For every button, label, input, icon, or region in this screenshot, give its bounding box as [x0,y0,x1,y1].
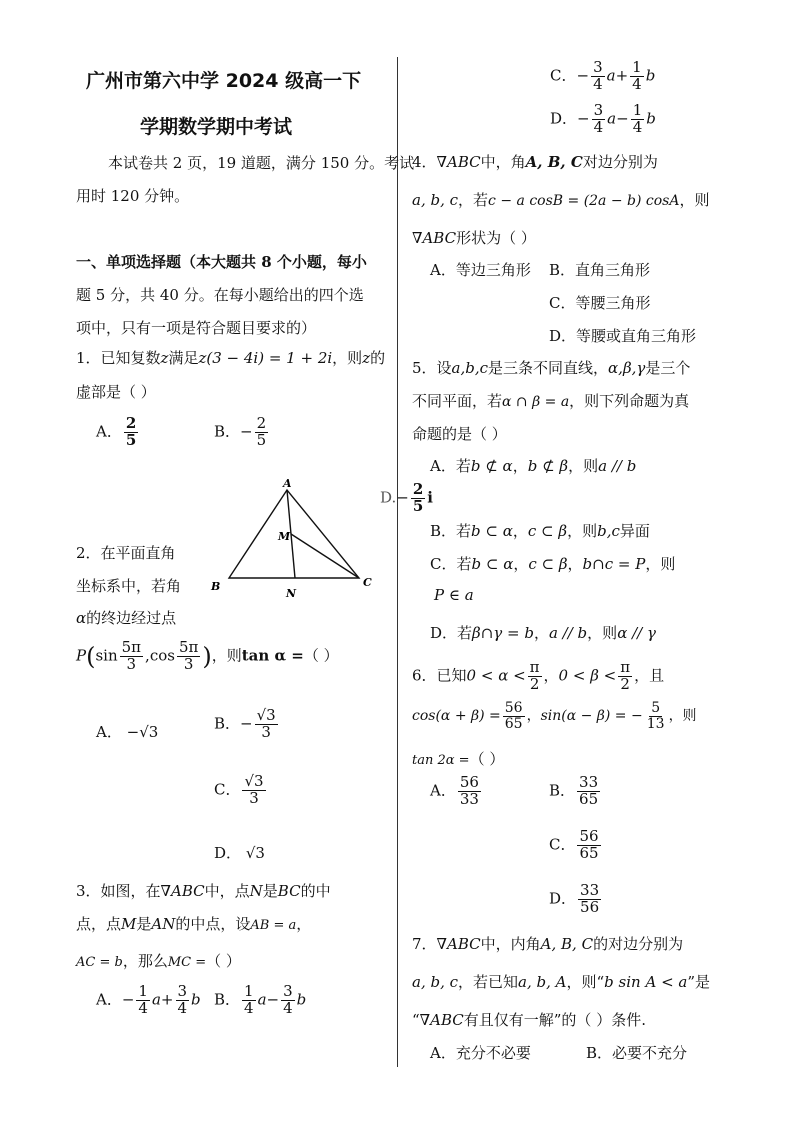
q7-option-a: A．充分不必要 [430,1044,531,1062]
q6-option-c [549,829,603,862]
q2-option-c [214,774,268,807]
paren-left: ( [86,642,96,671]
vector-var: b [645,66,656,85]
q4-option-c: C．等腰三角形 [549,294,651,312]
triangle-figure [205,476,385,602]
denominator: 3 [261,722,271,741]
q4-angles: A, B, C [525,153,583,171]
numerator: 3 [593,58,603,76]
sin-fn: sin [95,646,118,665]
fraction [645,701,667,731]
q5-text: 不同平面，若 [412,392,503,410]
q5-text: 是三条不同直线， [488,359,609,377]
q4-text: ，则 [679,191,710,209]
numerator: 3 [283,982,293,1000]
math: α // γ [617,624,656,642]
math: β∩γ = b [472,624,534,642]
q1-option-b [214,416,270,449]
q2-tan: tan α = [241,646,304,665]
q6-option-b [549,775,602,808]
q6-tan: tan 2α = [412,753,470,768]
q6-text: ，则 [668,708,697,725]
math: b∩c = P [582,555,646,573]
math: b ⊄ β [527,457,569,475]
q7-option-b: B．必要不充分 [586,1044,688,1062]
option-label: A． [96,422,122,441]
q3-option-b [214,984,306,1017]
denominator: 2 [620,674,630,693]
q5-option-d [430,622,656,643]
q7-text: 7． [412,935,437,953]
fraction [458,775,481,808]
sign: − [121,990,135,1009]
answer-blank: （ ） [469,750,505,768]
option-label: B． [549,781,576,800]
option-label: C． [550,66,577,85]
fraction [577,829,600,862]
numerator: 2 [256,414,267,432]
exam-title-line1: 广州市第六中学 2024 级高一下 [86,70,362,92]
q6-text: 6．已知 [412,666,467,685]
fraction [255,416,269,449]
q2-point-name: P [76,646,87,665]
q7-text: “ [412,1011,420,1029]
q1-var: z [362,349,371,367]
numerator: 5π [121,638,142,656]
numerator: 1 [632,58,642,76]
q4-line3 [412,227,536,248]
q5-text: ， [512,457,528,475]
q7-triangle: ∇ABC [436,935,481,953]
q6-range: 0 < α < [466,666,526,685]
q1-text: ，则 [332,349,363,367]
q7-angles: A, B, C [540,935,594,953]
q4-option-a: A．等边三角形 [430,261,531,279]
q2-alpha: α [76,609,87,627]
sign: − [396,488,409,507]
numerator: 56 [504,700,523,716]
numerator: √3 [256,706,276,724]
denominator: 13 [646,715,665,732]
q3-text: 是 [262,882,278,900]
sign: − [240,714,253,733]
q3-text: 点，点 [76,915,122,933]
operator: + [615,66,629,85]
q3-text: ， [296,915,312,933]
q7-line1 [412,933,683,954]
q4-text: 4． [412,153,437,171]
fraction [242,774,265,807]
fraction [577,775,600,808]
q3-text: 3．如图，在 [76,882,161,900]
vector-var: a [606,66,616,85]
q3-text: ，那么 [122,952,168,970]
q5-text: ， [567,555,583,573]
q3-text: 是 [136,915,152,933]
exam-title-line2: 学期数学期中考试 [140,116,293,138]
q1-line2: 虚部是（ ） [76,383,156,401]
q5-text: ，则下列命题为真 [569,392,690,410]
section1-line1 [76,251,367,272]
q1-stem [76,347,385,368]
option-value: −√3 [126,723,159,741]
q2-line3 [76,607,176,628]
q2-point: P(sin $\frac{5\pi}{3}$ ,cos $\frac{5\pi}{3}$ )，则tan α =（ ） [76,638,339,673]
q3-text: 的中点，设 [175,915,251,933]
q3-line2 [76,913,311,934]
q2-line2: 坐标系中，若角 [76,577,182,595]
point-label-b: B [211,580,221,593]
denominator: 5 [256,430,267,449]
q4-line2 [412,189,710,210]
numerator: 2 [412,480,424,498]
vector-var: b [191,990,201,1009]
numerator: 56 [459,773,479,791]
denominator: 4 [593,117,604,136]
q7-text: ，则“ [566,973,605,991]
denominator: 56 [580,897,600,916]
fraction [242,984,256,1017]
q4-text: ，若 [458,191,489,209]
q1-text: 的 [370,349,386,367]
q7-known: a, b, A [518,973,567,991]
fraction [631,103,645,136]
vector-var: b [296,990,307,1009]
imag-unit: i [427,488,433,507]
section1-line2: 题 5 分，共 40 分。在每小题给出的四个选 [76,286,364,304]
denominator: 2 [529,674,540,693]
q5-option-a [430,455,636,476]
q2-text: ，则 [211,646,242,665]
numerator: √3 [244,772,264,790]
option-label: B． [214,990,241,1009]
paren-right: ) [202,642,212,671]
q3-vector-ac: AC = b [76,955,123,970]
point-label-m: M [278,530,291,543]
q1-text: 满足 [168,349,199,367]
numerator: 1 [138,982,148,1000]
option-label: A． [96,990,122,1009]
denominator: 4 [593,74,603,93]
q2-option-a [96,721,158,742]
fraction [591,60,605,93]
q5-option-c [430,553,675,574]
q6-line3 [412,748,504,769]
denominator: 3 [126,654,137,673]
q5-option-b [430,520,650,541]
math: b ⊄ α [470,457,513,475]
q5-text: 5．设 [412,359,452,377]
option-value: √3 [245,844,265,862]
q5-text: ，则 [568,457,599,475]
q5-text: ， [512,522,528,540]
fraction [124,416,138,449]
sign: − [240,422,253,441]
fraction [176,984,190,1017]
q5-text: 是三个 [645,359,691,377]
option-label: D． [550,109,578,128]
section1-line3: 项中，只有一项是符合题目要求的） [76,319,317,337]
numerator: 1 [244,982,254,1000]
q4-sides: a, b, c [412,191,459,209]
q5-text: B．若 [430,522,472,540]
q3-line3 [76,950,241,971]
q4-triangle: ∇ABC [412,229,457,247]
denominator: 5 [125,430,137,449]
q6-line2: cos(α + β) = $\frac{56}{65}$ ，sin(α − β) = − $\frac{5}{13}$ ，则 [412,700,697,732]
numerator: 5π [178,638,199,656]
q1-option-a [96,416,140,449]
q7-text: 中，内角 [480,935,541,953]
q5-line1 [412,357,690,378]
q2-line1: 2．在平面直角 [76,544,176,562]
denominator: 4 [632,74,642,93]
operator: − [616,109,629,128]
q6-range: 0 < β < [558,666,617,685]
vector-var: a [607,109,617,128]
numerator: 33 [579,773,599,791]
q7-text: 有且仅有一解”的（ ）条件. [463,1011,646,1029]
q6-option-a [430,775,483,808]
option-label: D． [549,889,577,908]
q4-equation: c − a cosB = (2a − b) cosA [488,193,680,209]
q5-text: C．若 [430,555,472,573]
q1-equation: z(3 − 4i) = 1 + 2i [198,349,333,367]
numerator: 5 [651,700,661,716]
column-divider [397,57,398,1067]
q3-vector-mc: MC = [167,955,207,970]
numerator: π [620,658,631,676]
q3-line1 [76,880,331,901]
denominator: 4 [244,998,254,1017]
q4-line1 [412,151,658,172]
q6-text: ，且 [634,666,665,685]
denominator: 4 [138,998,148,1017]
option-label: A． [430,781,456,800]
q5-planes: α,β,γ [608,359,646,377]
q7-triangle: ∇ABC [419,1011,464,1029]
fraction [618,660,632,693]
option-label: B． [214,714,241,733]
q6-line1 [412,660,664,693]
fraction [177,640,200,673]
q4-text: 中，角 [480,153,526,171]
q3-option-a [96,984,201,1017]
q4-text: 形状为（ ） [456,229,536,247]
denominator: 3 [249,788,259,807]
operator: + [160,990,174,1009]
math: c ⊂ β [527,522,568,540]
operator: − [266,990,280,1009]
denominator: 4 [283,998,293,1017]
q5-text: ， [533,624,549,642]
q5-text: A．若 [430,457,471,475]
q5-text: ，则 [645,555,676,573]
q1-text: 1．已知复数 [76,349,161,367]
segment-mc [291,534,359,578]
math: b,c [597,522,620,540]
option-label: D. [380,488,397,507]
option-label: C． [549,835,576,854]
math: a // b [598,457,637,475]
numerator: 3 [177,982,188,1000]
answer-blank: （ ） [206,952,241,970]
numerator: 1 [632,101,643,119]
option-label: A． [96,723,122,741]
q7-sides: a, b, c [412,973,459,991]
vector-var: a [151,990,161,1009]
fraction [592,103,606,136]
denominator: 4 [632,117,643,136]
q5-text: ，则 [587,624,618,642]
q2-option-d [214,842,265,863]
q3-option-c [550,60,655,93]
q1-option-d-fragment [380,482,433,515]
q3-var: N [249,882,263,900]
q5-text: D．若 [430,624,473,642]
cos-fn: cos [149,646,175,665]
q7-condition: b sin A < a [604,973,688,991]
math: b ⊂ α [471,522,513,540]
denominator: 65 [504,715,523,732]
numerator: 3 [593,101,604,119]
q6-option-d [549,883,603,916]
q4-text: 对边分别为 [582,153,658,171]
q6-text: ， [543,666,559,685]
q1-var: z [160,349,169,367]
q3-triangle: ∇ABC [160,882,205,900]
fraction [411,482,425,515]
q2-option-b [214,708,280,741]
q5-option-c-line2: P ∈ a [434,586,474,604]
q7-line3 [412,1009,646,1030]
q7-text: 的对边分别为 [593,935,684,953]
numerator: 33 [580,881,600,899]
q3-text: 中，点 [204,882,250,900]
point-label-a: A [283,477,292,490]
intro-line2: 用时 120 分钟。 [76,187,190,205]
denominator: 3 [183,654,194,673]
q3-var: M [121,915,137,933]
q7-text: ”是 [687,973,711,991]
point-label-c: C [363,576,372,589]
q6-cos: cos(α + β) = [412,708,501,725]
q3-text: 的中 [300,882,331,900]
fraction [503,701,525,731]
point-label-n: N [286,587,297,600]
option-label: C． [214,780,241,799]
intro-line1: 本试卷共 2 页，19 道题，满分 150 分。考试 [108,154,415,172]
vector-var: a [257,990,267,1009]
q3-var: BC [277,882,301,900]
option-label: D． [214,844,242,862]
section1-heading: 一、单项选择题（本大题共 8 个小题，每小 [76,253,367,271]
q5-text: ， [513,555,529,573]
q3-option-d [550,103,656,136]
q5-line2 [412,390,689,411]
denominator: 5 [412,496,424,515]
numerator: 56 [579,827,599,845]
q5-line3: 命题的是（ ） [412,425,507,443]
q7-line2 [412,971,710,992]
denominator: 4 [177,998,188,1017]
q7-text: ，若已知 [458,973,519,991]
q6-sin: sin(α − β) = − [540,708,643,725]
fraction [578,883,601,916]
q4-option-d: D．等腰或直角三角形 [549,327,697,345]
q4-option-b: B．直角三角形 [549,261,651,279]
fraction [120,640,143,673]
math: c ⊂ β [528,555,568,573]
q5-condition: α ∩ β = a [502,394,570,410]
vector-var: b [646,109,656,128]
sign: − [576,66,590,85]
denominator: 65 [579,843,599,862]
q5-lines: a,b,c [451,359,489,377]
numerator: π [529,658,540,676]
fraction [255,708,278,741]
answer-blank: （ ） [303,646,339,665]
fraction [528,660,542,693]
math: b ⊂ α [471,555,514,573]
denominator: 33 [459,789,479,808]
q3-var: AN [151,915,176,933]
q3-vector-ab: AB = a [250,918,297,933]
denominator: 65 [579,789,599,808]
sign: − [577,109,590,128]
fraction [281,984,295,1017]
q4-triangle: ∇ABC [436,153,481,171]
numerator: 2 [125,414,137,432]
fraction [630,60,644,93]
fraction [136,984,150,1017]
option-label: B． [214,422,241,441]
math: a // b [548,624,588,642]
q2-text: 的终边经过点 [86,609,177,627]
q5-text: ，则 [567,522,598,540]
q5-text: 异面 [619,522,650,540]
